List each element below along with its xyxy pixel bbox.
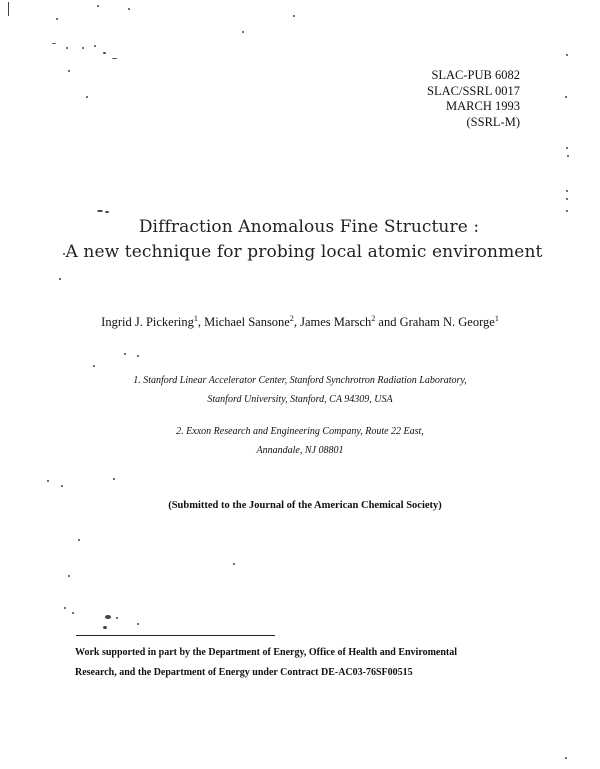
funding-footnote bbox=[75, 643, 545, 683]
affiliation-2-line-1: 2. Exxon Research and Engineering Company, Route 22 East, bbox=[176, 426, 424, 437]
affiliation-2-line-2: Annandale, NJ 08801 bbox=[256, 445, 344, 456]
report-identifiers bbox=[427, 68, 520, 130]
affiliation-1-line-2: Stanford University, Stanford, CA 94309, USA bbox=[207, 394, 393, 405]
submission-note: (Submitted to the Journal of the American Chemical Society) bbox=[168, 500, 442, 511]
author-list: Ingrid J. Pickering$^1$, Michael Sansone$^2$, James Marsch$^2$ and Graham N. George$^1$ bbox=[101, 313, 499, 329]
author-name: Graham N. George bbox=[399, 315, 495, 329]
affiliation-2 bbox=[0, 422, 600, 460]
author-name: James Marsch bbox=[300, 315, 372, 329]
report-number: SLAC-PUB 6082 bbox=[431, 68, 520, 82]
footnote-line-1: Work supported in part by the Department of Energy, Office of Health and Enviromental bbox=[75, 647, 458, 658]
affiliation-1 bbox=[0, 371, 600, 409]
author-name: Michael Sansone bbox=[204, 315, 290, 329]
paper-title-line-2: A new technique for probing local atomic environment bbox=[65, 242, 543, 262]
author-affiliation-mark: 2 bbox=[289, 313, 294, 323]
report-date: MARCH 1993 bbox=[446, 99, 520, 113]
author-affiliation-mark: 1 bbox=[494, 313, 499, 323]
affiliation-1-line-1: 1. Stanford Linear Accelerator Center, Stanford Synchrotron Radiation Laboratory, bbox=[133, 375, 467, 386]
author-name: Ingrid J. Pickering bbox=[101, 315, 194, 329]
paper-title-line-1: Diffraction Anomalous Fine Structure : bbox=[138, 217, 480, 237]
footnote-line-2: Research, and the Department of Energy under Contract DE-AC03-76SF00515 bbox=[75, 667, 413, 678]
author-affiliation-mark: 1 bbox=[193, 313, 198, 323]
footnote-divider bbox=[76, 635, 275, 636]
report-series: SLAC/SSRL 0017 bbox=[427, 83, 520, 98]
report-category: (SSRL-M) bbox=[466, 114, 520, 129]
author-affiliation-mark: 2 bbox=[371, 313, 376, 323]
